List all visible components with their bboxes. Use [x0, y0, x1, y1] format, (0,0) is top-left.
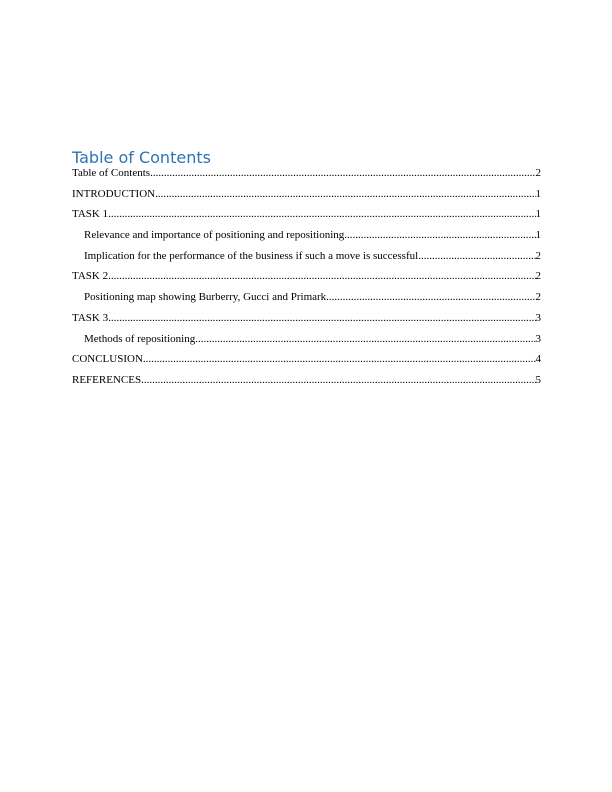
toc-entry-text: TASK 3 [72, 311, 109, 324]
toc-entry-text: Table of Contents [72, 167, 151, 179]
toc-dot-leader [143, 352, 536, 366]
toc-entry[interactable] [72, 352, 541, 373]
toc-dot-leader [141, 373, 535, 387]
toc-dot-leader [418, 249, 535, 263]
toc-entry-text: TASK 2 [72, 270, 109, 283]
toc-entry[interactable] [72, 269, 541, 290]
toc-entry-text: Positioning map showing Burberry, Gucci and Primark [84, 291, 327, 304]
toc-page-number: 1 [535, 187, 541, 200]
toc-entry-text: Implication for the performance of the business if such a move is successful [84, 249, 419, 262]
toc-entry-text: REFERENCES [72, 373, 142, 386]
toc-entry[interactable] [72, 290, 541, 311]
toc-page-number: 2 [535, 270, 541, 283]
toc-entry[interactable] [72, 228, 541, 249]
toc-entry-text: CONCLUSION [72, 353, 143, 366]
toc-dot-leader [155, 187, 535, 201]
toc-entry-text: TASK 1 [72, 208, 109, 221]
toc-list [72, 166, 541, 394]
toc-page-number: 4 [535, 353, 541, 366]
toc-page-number: 1 [535, 208, 541, 221]
toc-page-number: 3 [535, 332, 541, 345]
toc-dot-leader [344, 228, 535, 242]
toc-page-number: 2 [535, 291, 541, 304]
toc-heading: Table of Contents [72, 148, 211, 167]
toc-page-number: 5 [535, 373, 541, 386]
toc-page-number: 1 [535, 229, 541, 242]
toc-dot-leader [108, 269, 535, 283]
toc-entry[interactable] [72, 311, 541, 332]
toc-page-number: 3 [535, 311, 541, 324]
toc-entry[interactable] [72, 249, 541, 270]
toc-dot-leader [108, 311, 535, 325]
toc-entry[interactable] [72, 187, 541, 208]
toc-dot-leader [195, 332, 535, 346]
toc-entry[interactable] [72, 332, 541, 353]
toc-entry-text: Relevance and importance of positioning and repositioning [84, 229, 345, 242]
toc-dot-leader [326, 290, 535, 304]
toc-page-number: 2 [535, 167, 541, 179]
toc-entry[interactable] [72, 207, 541, 228]
toc-entry-text: INTRODUCTION [72, 187, 156, 200]
toc-entry[interactable] [72, 373, 541, 394]
toc-entry[interactable] [72, 166, 541, 187]
toc-dot-leader [108, 207, 535, 221]
toc-entry-text: Methods of repositioning [84, 332, 196, 345]
toc-dot-leader [150, 166, 535, 180]
toc-page-number: 2 [535, 249, 541, 262]
